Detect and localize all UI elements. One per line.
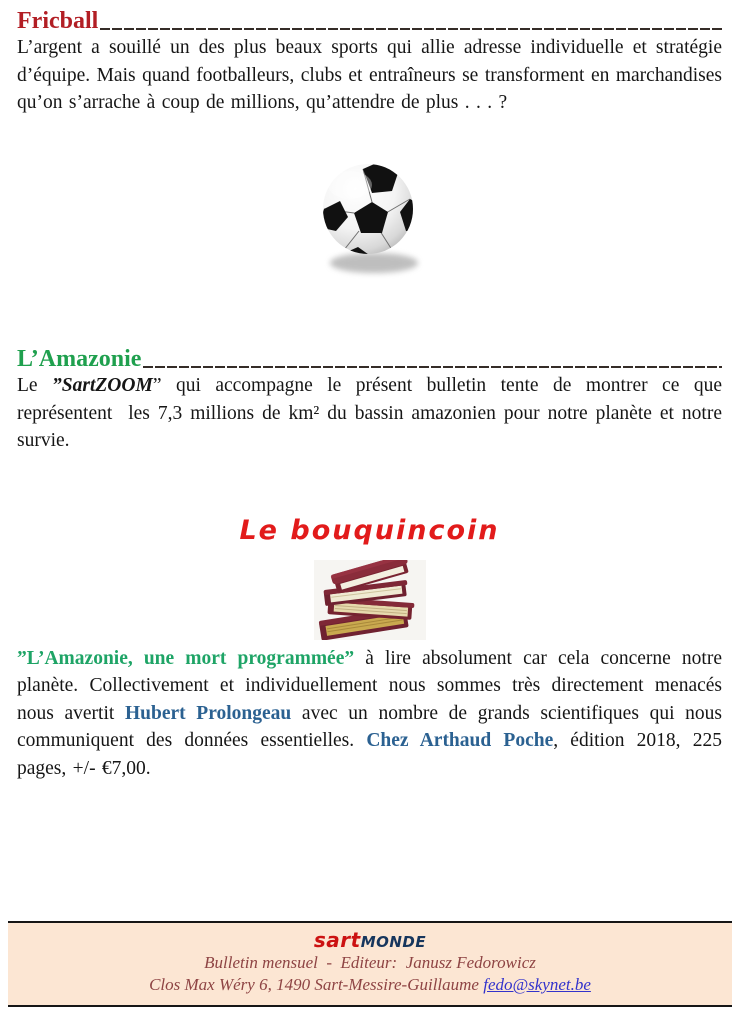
bouquincoin-title: Le bouquincoin xyxy=(239,514,500,546)
footer-address-line xyxy=(8,974,732,996)
book-stack-figure xyxy=(17,560,722,645)
ball-shadow xyxy=(330,253,418,273)
book-review-paragraph: ”L’Amazonie, une mort programmée” à lire absolument car cela concerne notre planète. Collectivement et individuellement nous sommes très directement menacés nous avertit Hubert Prolongeau avec un nombre de grands scientifiques qui nous communiquent des données essentielles. Chez Arthaud Poche, édition 2018, 225 pages, +/- €7,00. xyxy=(17,647,722,779)
email-link[interactable]: fedo@skynet.be xyxy=(483,975,591,994)
amazonie-paragraph: Le ”SartZOOM” qui accompagne le présent bulletin tente de montrer ce que représentent les 7,3 millions de km² du bassin amazonien pour notre planète et notre survie. xyxy=(17,375,722,452)
footer-logo xyxy=(8,930,732,952)
fricball-title: Fricball xyxy=(17,8,99,34)
footer-address-text: Clos Max Wéry 6, 1490 Sart-Messire-Guillaume xyxy=(149,975,484,994)
footer-editor-line: Bulletin mensuel - Editeur: Janusz Fedorowicz xyxy=(204,953,536,972)
fricball-heading xyxy=(17,8,722,34)
amazonie-rule-line xyxy=(143,366,722,368)
fricball-rule-line xyxy=(100,28,722,30)
soccer-ball-image xyxy=(306,157,434,279)
logo-monde: MONDE xyxy=(360,933,427,951)
book-stack-image xyxy=(314,560,426,640)
logo-sart: sart xyxy=(313,928,361,952)
fricball-paragraph: L’argent a souillé un des plus beaux sports qui allie adresse individuelle et stratégie d’équipe. Mais quand footballeurs, clubs et entraîneurs se transforment en marchandises qu’on s’arrache à coup de millions, qu’attendre de plus . . . ? xyxy=(17,37,722,114)
soccer-ball-figure xyxy=(17,157,722,284)
footer xyxy=(8,921,732,1007)
amazonie-heading xyxy=(17,346,722,372)
amazonie-title: L’Amazonie xyxy=(17,345,142,372)
